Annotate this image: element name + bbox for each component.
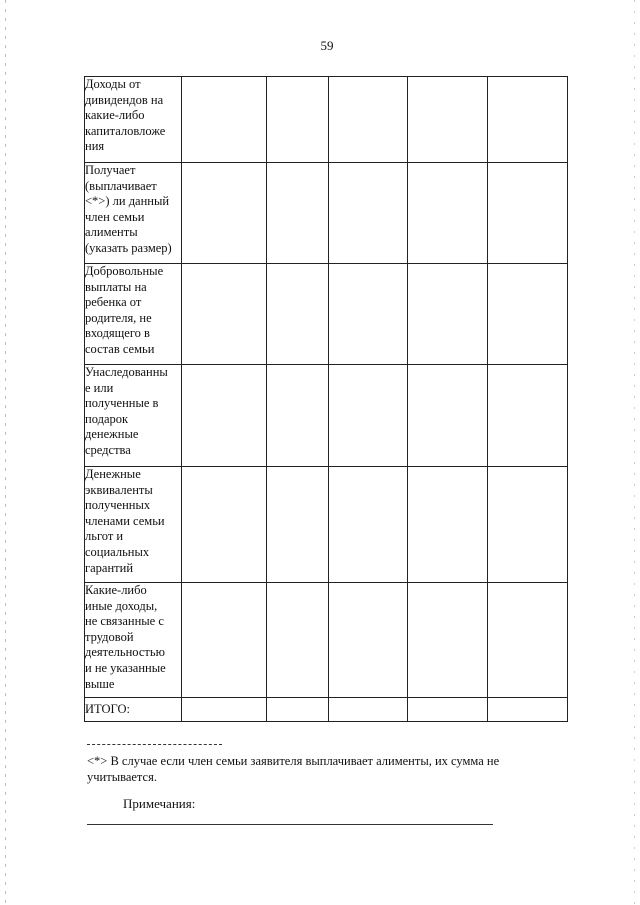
table-cell: [408, 467, 488, 583]
table-cell: [408, 163, 488, 264]
row-label-cell: [85, 264, 182, 365]
total-label: ИТОГО:: [85, 702, 130, 716]
table-cell: [329, 77, 408, 163]
table-cell: [488, 163, 568, 264]
table-cell: [182, 365, 267, 467]
income-table: [84, 76, 568, 722]
table-cell: [182, 77, 267, 163]
table-cell: [408, 264, 488, 365]
table-cell: [267, 467, 329, 583]
footnote: <*> В случае если член семьи заявителя выплачивает алименты, их сумма не учитывается.: [87, 754, 500, 784]
scan-edge-right: [634, 0, 635, 905]
table-row-total: [85, 698, 568, 722]
row-label: Унаследованны е или полученные в подарок денежные средства: [85, 365, 168, 457]
table-cell: [182, 163, 267, 264]
table-cell: [329, 163, 408, 264]
table-cell: [408, 365, 488, 467]
table-cell: [488, 698, 568, 722]
row-label: Получает (выплачивает <*>) ли данный член семьи алименты (указать размер): [85, 163, 172, 255]
table-cell: [182, 467, 267, 583]
row-label-cell: [85, 77, 182, 163]
footnote-separator: [87, 744, 222, 745]
notes-label: Примечания:: [123, 796, 196, 811]
table-cell: [488, 467, 568, 583]
table-cell: [408, 583, 488, 698]
table-cell: [267, 264, 329, 365]
row-label: Какие-либо иные доходы, не связанные с трудовой деятельностью и не указанные выше: [85, 583, 166, 691]
table-cell: [488, 365, 568, 467]
row-label-cell: [85, 583, 182, 698]
table-row: [85, 264, 568, 365]
scan-edge-left: [5, 0, 6, 905]
table-cell: [182, 583, 267, 698]
table-cell: [488, 77, 568, 163]
table-cell: [329, 583, 408, 698]
notes-underline: [87, 824, 493, 825]
table-cell: [329, 467, 408, 583]
table-cell: [182, 264, 267, 365]
table-cell: [267, 163, 329, 264]
table-cell: [329, 365, 408, 467]
table-cell: [408, 77, 488, 163]
row-label: Доходы от дивидендов на какие-либо капиталовложе ния: [85, 77, 166, 154]
table-cell: [408, 698, 488, 722]
table-cell: [267, 698, 329, 722]
table-cell: [488, 583, 568, 698]
total-label-cell: [85, 698, 182, 722]
row-label-cell: [85, 163, 182, 264]
table-cell: [267, 365, 329, 467]
row-label-cell: [85, 467, 182, 583]
table-cell: [182, 698, 267, 722]
table-row: [85, 77, 568, 163]
table-row: [85, 365, 568, 467]
table-cell: [488, 264, 568, 365]
table-row: [85, 583, 568, 698]
table-cell: [329, 698, 408, 722]
page-number: 59: [320, 38, 334, 53]
table-row: [85, 467, 568, 583]
row-label: Добровольные выплаты на ребенка от родителя, не входящего в состав семьи: [85, 264, 164, 356]
table-cell: [329, 264, 408, 365]
table-cell: [267, 77, 329, 163]
row-label: Денежные эквиваленты полученных членами семьи льгот и социальных гарантий: [85, 467, 165, 575]
table-cell: [267, 583, 329, 698]
table-row: [85, 163, 568, 264]
row-label-cell: [85, 365, 182, 467]
